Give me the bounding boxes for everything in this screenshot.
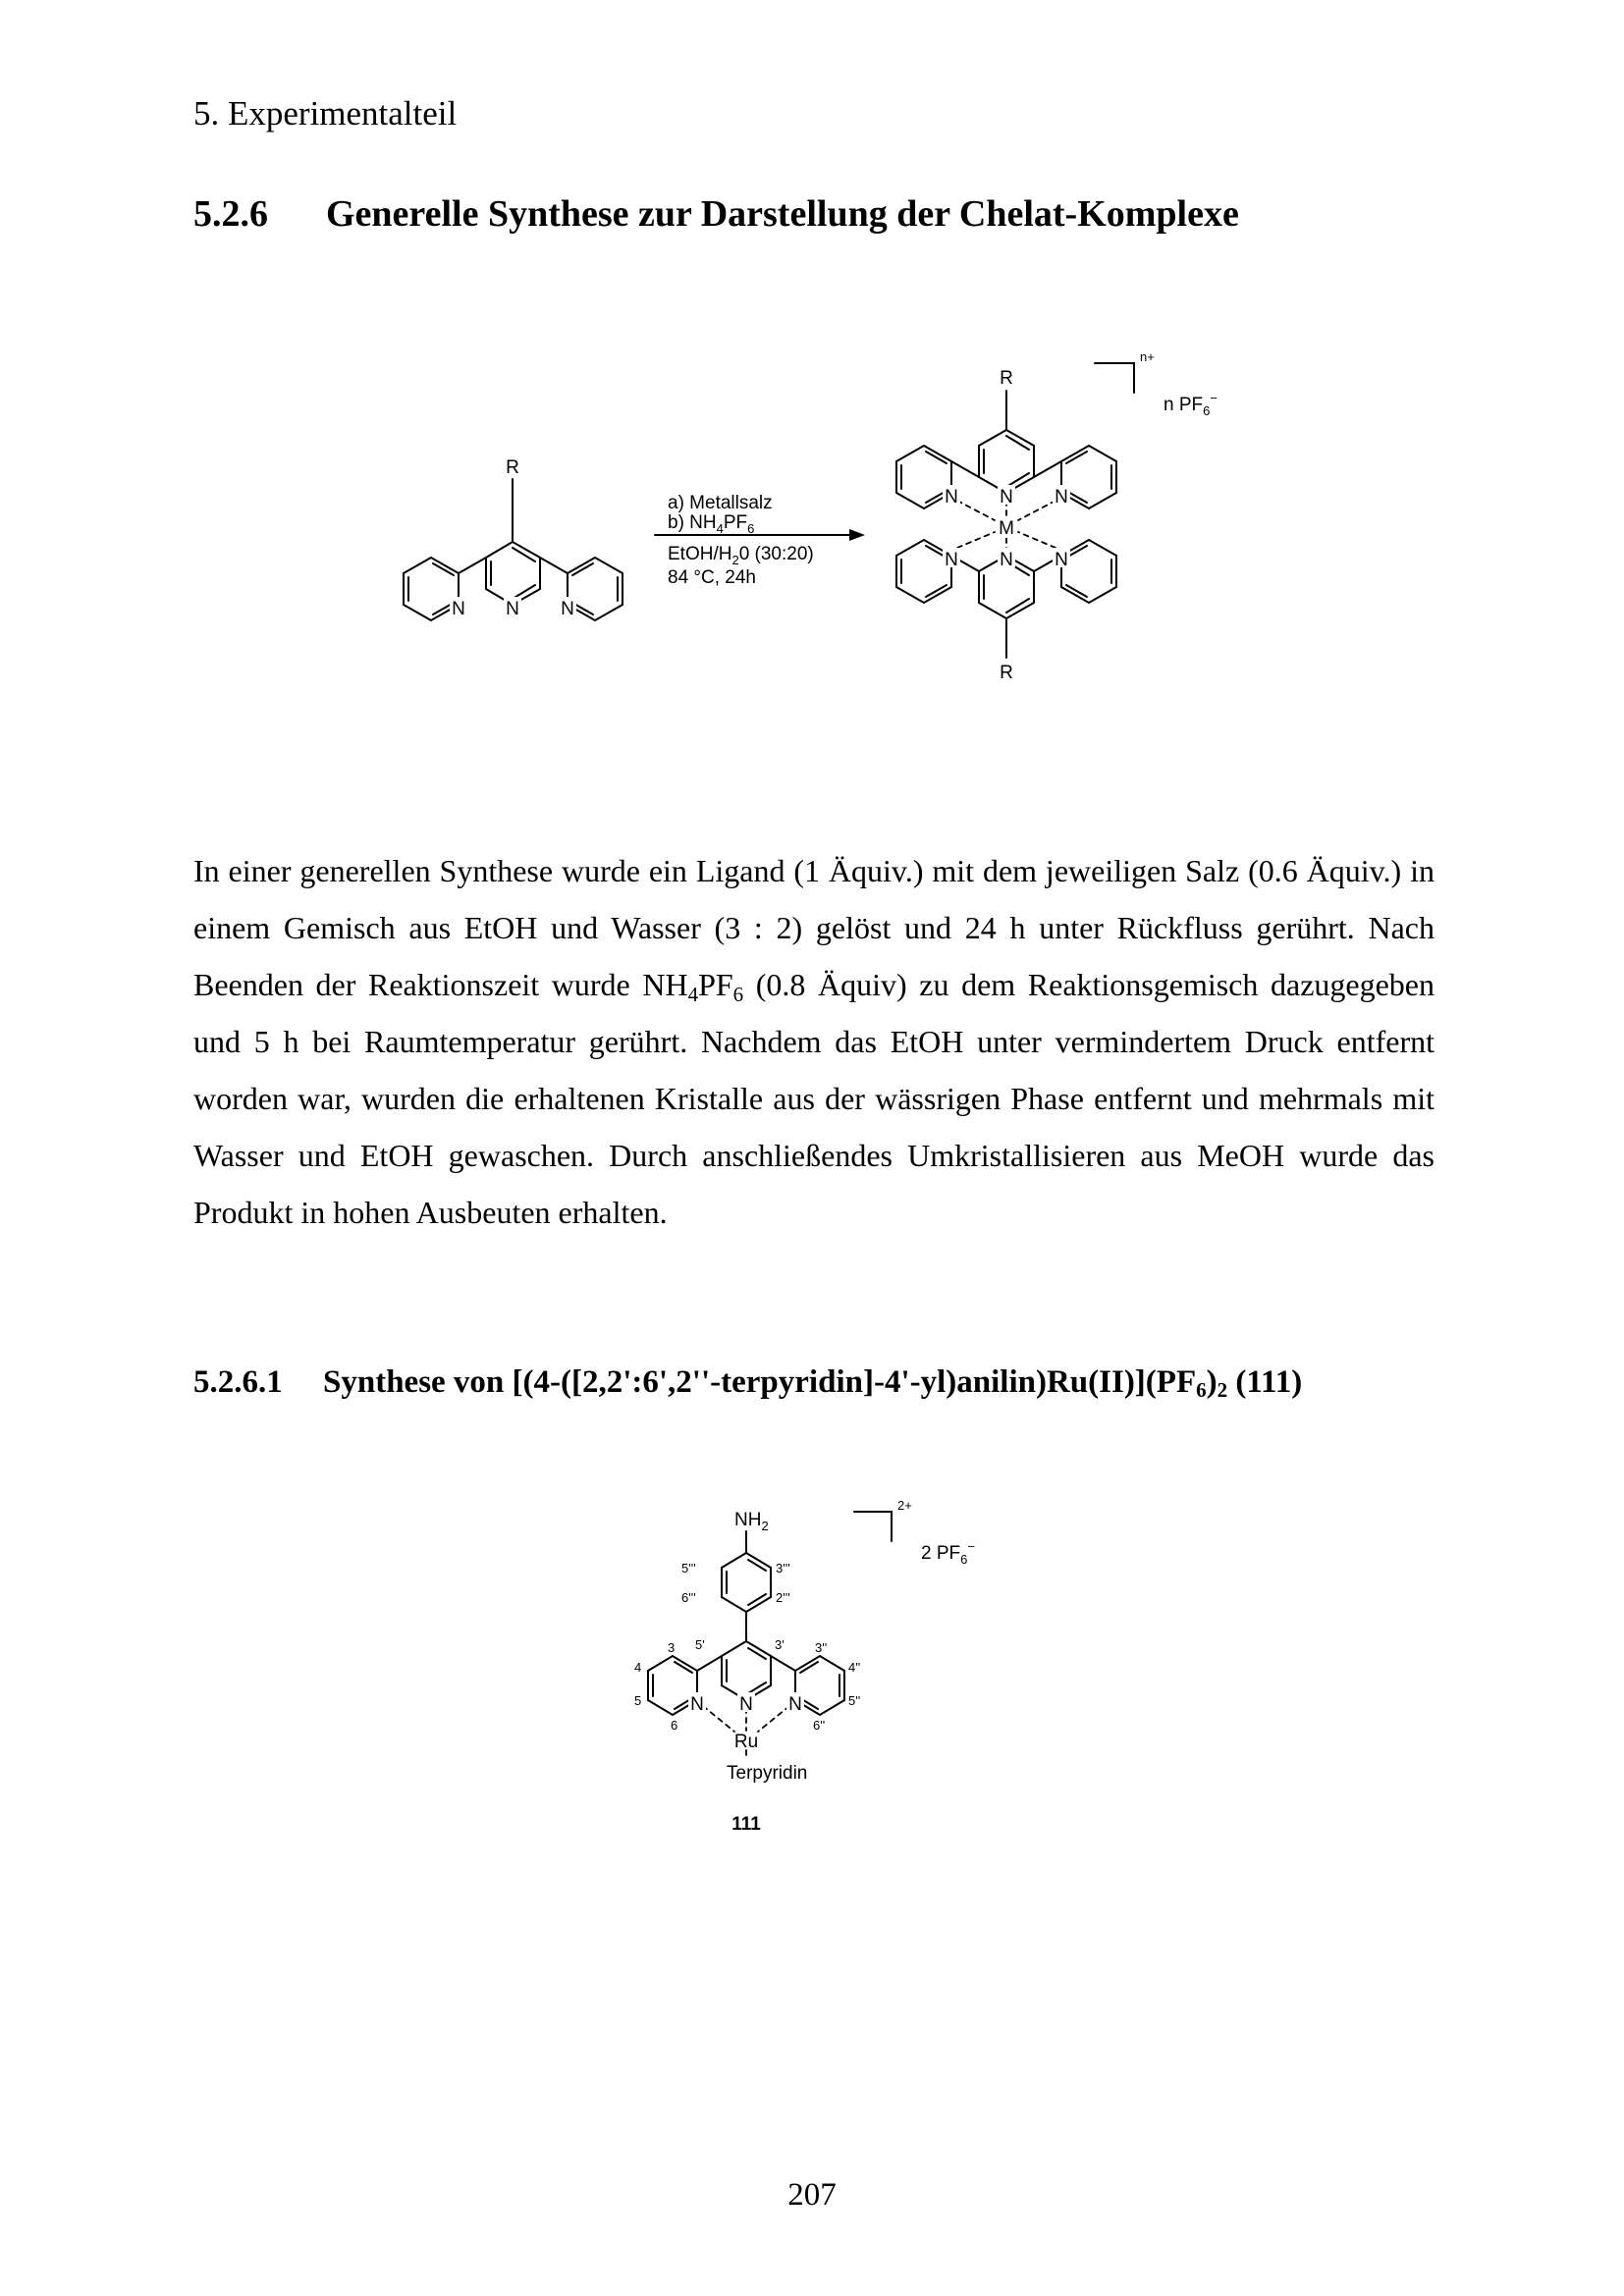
procedure-paragraph: In einer generellen Synthese wurde ein Ligand (1 Äquiv.) mit dem jeweiligen Salz (0.6 Äquiv.) in einem Gemisch aus EtOH und Wasser (3 : 2) gelöst und 24 h unter Rückfluss gerührt. Nach Beenden der Reaktionszeit wurde $NH_4PF_6$ (0.8 Äquiv) zu dem Reaktionsgemisch dazugegeben und 5 h bei Raumtemperatur gerührt. Nachdem das EtOH unter vermindertem Druck entfernt worden war, wurden die erhaltenen Kristalle aus der wässrigen Phase entfernt und mehrmals mit Wasser und EtOH gewaschen. Durch anschließendes Umkristallisieren aus MeOH wurde das Produkt in hohen Ausbeuten erhalten. [193,853,1435,1230]
product-r-top-label: R [1000,368,1013,389]
n-label: N [506,599,519,619]
reactant-r-label: R [506,457,519,478]
counterion-label: 2 $PF_6^-$ [921,1539,975,1567]
n-label: N [945,550,958,570]
running-head: 5. Experimentalteil [193,94,458,133]
position-label: 4 [634,1660,642,1675]
n-label: N [739,1694,753,1715]
n-label: N [561,599,574,619]
condition-b: b) $NH_4PF_6$ [668,512,755,536]
nh2-label: $NH_2$ [734,1510,769,1533]
n-label: N [690,1694,704,1715]
position-label: 2''' [776,1590,790,1605]
n-label: N [1000,550,1013,570]
position-label: 3 [668,1640,676,1655]
compound-111-structure [579,1482,1051,1914]
metal-label: M [999,518,1014,539]
n-label: N [1000,487,1013,507]
position-label: 4'' [848,1660,861,1675]
page-number: 207 [787,2177,837,2213]
n-label: N [1055,550,1068,570]
charge-label: n+ [1140,349,1155,364]
ligand-label: Terpyridin [727,1763,808,1784]
position-label: 3'' [815,1640,828,1655]
section-heading [193,192,1239,236]
position-label: 3' [775,1637,785,1652]
position-label: 5' [695,1637,705,1652]
compound-number: 111 [731,1814,761,1835]
position-label: 6 [671,1718,678,1733]
section-title: Generelle Synthese zur Darstellung der Chelat-Komplexe [326,193,1239,235]
n-label: N [945,487,958,507]
position-label: 3''' [776,1561,790,1575]
reaction-scheme [388,324,1272,736]
position-label: 5 [634,1693,642,1708]
position-label: 5''' [681,1561,696,1575]
n-label: N [452,599,465,619]
section-number: 5.2.6 [193,193,268,235]
metal-label: Ru [733,1732,759,1752]
subsection-heading: 5.2.6.1 Synthese von $[(4-([2,2':6',2''-terpyridin]-4'-yl)anilin)Ru(II)](PF_6)_2$ (111) [193,1364,1303,1402]
n-label: N [788,1694,802,1715]
charge-label: 2+ [897,1498,912,1513]
n-label: N [1055,487,1068,507]
position-label: 6''' [681,1590,696,1605]
product-r-bottom-label: R [1000,663,1013,683]
position-label: 5'' [848,1693,861,1708]
condition-temp-time: 84 °C, 24h [668,567,756,588]
condition-solvent: EtOH/$H_20$ (30:20) [668,544,814,567]
counterion-label: n $PF_6^-$ [1164,391,1218,418]
position-label: 6'' [813,1718,826,1733]
condition-a: a) Metallsalz [668,493,773,513]
subsection-number: 5.2.6.1 [193,1364,283,1400]
